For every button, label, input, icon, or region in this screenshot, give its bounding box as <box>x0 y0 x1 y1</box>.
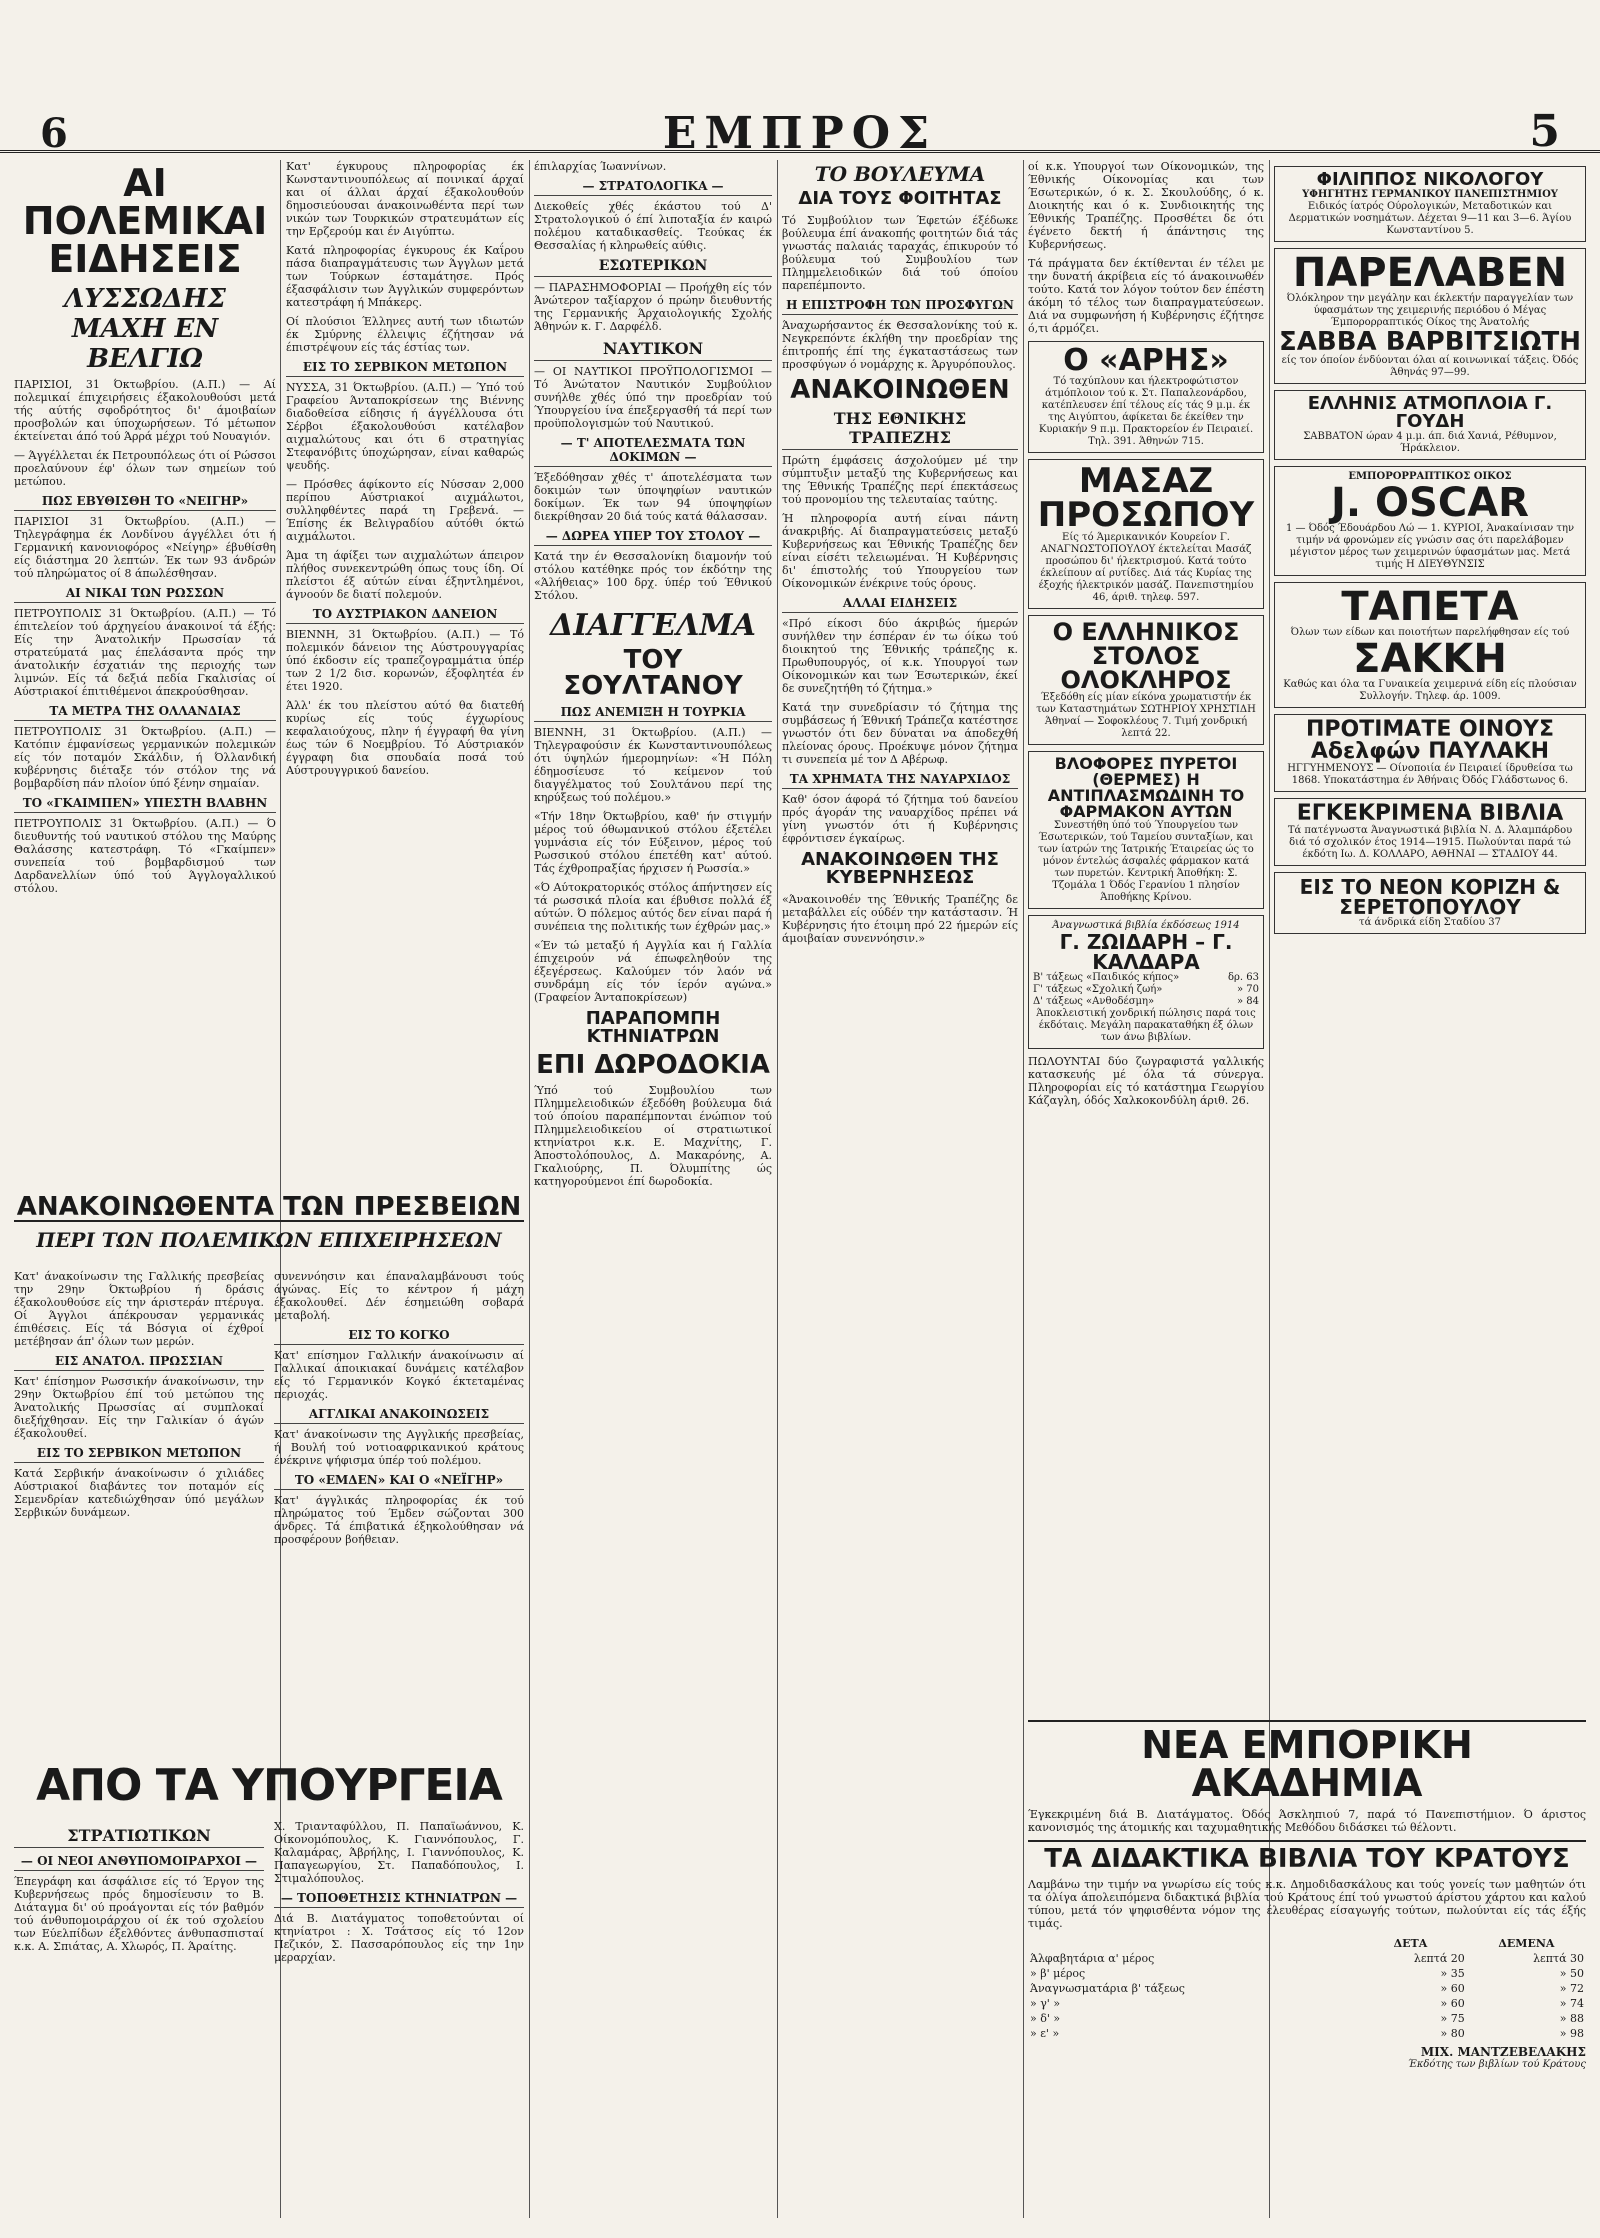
article-paragraph: «Ό Αύτοκρατορικός στόλος άπήντησεν είς τά ρωσσικά πλοία και έβυθισε πολλά έξ αύτών. Ό πόλεμος αύτός δεν είναι παρά ή συνέπεια της πολιτικής των έχθρών μας.» <box>534 881 772 933</box>
ad-shipping <box>1274 390 1586 460</box>
article-paragraph: Κατά πληροφορίας έγκυρους έκ Καΐρου πάσα διαπραγμάτευσις των Άγγλων μετά των Τούρκων έσταμάτησε. Πρός έξασφάλισιν των Άγγλικών συμφερόντων κατεστράφη ή Μπάκερς. <box>286 244 524 309</box>
ad-title: ΕΓΚΕΚΡΙΜΕΝΑ ΒΙΒΛΙΑ <box>1296 801 1564 826</box>
price-table-body <box>1028 1951 1586 2041</box>
ad-title: Ο «ΑΡΗΣ» <box>1063 343 1229 378</box>
table-cell-plain: » 75 <box>1440 2012 1465 2025</box>
section-heading: — ΤΟΠΟΘΕΤΗΣΙΣ ΚΤΗΝΙΑΤΡΩΝ — <box>274 1891 524 1908</box>
article-paragraph: ΝΥΣΣΑ, 31 Όκτωβρίου. (Α.Π.) — Ύπό τού Γραφείου Άνταποκρίσεων της Βιέννης διαδοθείσα είδησις ή άγγέλλουσα ότι Σέρβοι έξακολουθούσι κατέλαβον αιχμαλώτους και ότι 6 στρατηγίας Στεφανόβιτς ύποχώρησαν, είναι καθαρώς ψευδής. <box>286 381 524 472</box>
section-heading: ΣΤΡΑΤΙΩΤΙΚΩΝ <box>14 1826 264 1848</box>
ad-text: Όλόκληρον την μεγάλην και έκλεκτήν παραγγελίαν των ύφασμάτων της χειμερινής περιόδου ό Μέγας Έμπορορραπτικός Οίκος της Άνατολής <box>1286 293 1574 328</box>
article-paragraph: — Πρόσθες άφίκοντο είς Νύσσαν 2,000 περίπου Αύστριακοί αιχμάλωτοι, συλληφθέντες παρά τη Γρεβενά. — Έπίσης έκ Βελιγραδίου αύτόθι όκτώ αιχμάλωτοι. <box>286 478 524 543</box>
section-subheading: — ΟΙ ΝΕΟΙ ΑΝΘΥΠΟΜΟΙΡΑΡΧΟΙ — <box>14 1854 264 1871</box>
ad-text: Άποκλειστική χονδρική πώλησις παρά τοις έκδόταις. Μεγάλη παρακαταθήκη έξ όλων των άνω βιβλίων. <box>1036 1008 1256 1043</box>
article-paragraph: ΠΩΛΟΥΝΤΑΙ δύο ζωγραφιστά γαλλικής κατασκευής μέ όλα τά σύνεργα. Πληροφορίαι είς τό κατάστημα Γεωργίου Κάζαγλη, όδός Χαλκοκονδύλη άριθ. 26. <box>1028 1055 1264 1107</box>
ad-fever-medicine <box>1028 751 1264 909</box>
article-paragraph: Διά Β. Διατάγματος τοποθετούνται οί κτηνίατροι : Χ. Τσάτσος είς τό 12ον Πεζικόν, Σ. Πασσαρόπουλος είς την 1ην μεραρχίαν. <box>274 1912 524 1964</box>
article-paragraph: Ύπό τού Συμβουλίου των Πλημμελειοδικών έξεδόθη βούλευμα διά τού όποίου παραπέμπονται ένώπιον τού Πλημμελειοδικείου οί στρατιωτικοί κτηνίατροι κ.κ. Ε. Μαχνίτης, Γ. Άποστολόπουλος, Δ. Μακαρόνης, Α. Γκαλιούρης, Π. Όλυμπίτης ώς κατηγορούμενοι έπί δωροδοκία. <box>534 1084 772 1188</box>
ministries-col-a <box>14 1820 264 1959</box>
article-paragraph: Άναχωρήσαντος έκ Θεσσαλονίκης τού κ. Νεγκρεπόντε έκλήθη την προεδρίαν της έπιτροπής έπί της έγκαταστάσεως των προσφύγων ό νομάρχης κ. Άργυρόπουλος. <box>782 319 1018 371</box>
ad-text: Τό ταχύπλουν και ήλεκτροφώτιστον άτμόπλοιον τού κ. Στ. Παπαλεονάρδου, κατέπλευσεν έπί τέλους είς τάς 9 μ.μ. έκ της Αιγύπτου, άφίκεται δε έκείθεν την Κυριακήν 9 π.μ. Πρακτορείον έν Πειραιεί. Τηλ. 391. Άθηνών 715. <box>1038 376 1254 447</box>
book-price-table <box>1028 1936 1586 2041</box>
section-heading: ΑΛΛΑΙ ΕΙΔΗΣΕΙΣ <box>782 596 1018 613</box>
headline-embassies: ΑΝΑΚΟΙΝΩΘΕΝΤΑ ΤΩΝ ΠΡΕΣΒΕΙΩΝ <box>14 1194 524 1222</box>
article-paragraph: Κατά την έν Θεσσαλονίκη διαμονήν τού στόλου κατέθηκε πρός τον έκδότην της «Άλήθειας» 100 δρχ. ύπέρ τού Έθνικού Στόλου. <box>534 550 772 602</box>
book-label: Β' τάξεως «Παιδικός κήπος» <box>1033 972 1180 983</box>
headline-commercial-academy: ΝΕΑ ΕΜΠΟΡΙΚΗ ΑΚΑΔΗΜΙΑ <box>1141 1723 1473 1805</box>
section-heading: ΤΟ ΑΥΣΤΡΙΑΚΟΝ ΔΑΝΕΙΟΝ <box>286 607 524 624</box>
headline-government-announcement: ΑΝΑΚΟΙΝΩΘΕΝ ΤΗΣ ΚΥΒΕΡΝΗΣΕΩΣ <box>801 849 999 888</box>
paper-name: ΕΜΠΡΟΣ <box>662 108 938 159</box>
book-list-item <box>1033 972 1259 984</box>
article-paragraph: ΠΕΤΡΟΥΠΟΛΙΣ 31 Όκτωβρίου. (Α.Π.) — Τό έπιτελείον τού άρχηγείου άνακοινοί τά έξής: Είς την Άνατολικήν Πρωσσίαν τά στρατεύματά μας έπελάσαντα πρός την άνατολικήν έσχατιάν της περιοχής των λιμνών. Είς τά δεξιά πεδία Γκαλισίας οί Αύστριακοί έπιτιθέμενοι άπεκρούσθησαν. <box>14 607 276 698</box>
table-row <box>1028 2011 1586 2026</box>
book-list-item <box>1033 984 1259 996</box>
ad-wines <box>1274 714 1586 792</box>
article-paragraph: ΒΙΕΝΝΗ, 31 Όκτωβρίου. (Α.Π.) — Τό πολεμικόν δάνειον της Αύστρουγγαρίας ύπό έκδοσιν είς τραπεζογραμμάτια ύπέρ των 2 1/2 δισ. κορωνών, έξοφλητέα έν έτει 1920. <box>286 628 524 693</box>
table-cell-plain: » 60 <box>1440 1982 1465 1995</box>
section-heading: ΕΙΣ ΤΟ ΚΟΓΚΟ <box>274 1328 524 1345</box>
ad-face-massage <box>1028 459 1264 609</box>
section-heading: ΕΣΩΤΕΡΙΚΩΝ <box>534 258 772 277</box>
ad-text: Έξεδόθη είς μίαν είκόνα χρωματιστήν έκ των Καταστημάτων ΣΩΤΗΡΙΟΥ ΧΡΗΣΤΙΔΗ Άθηναί — Σοφοκλέους 7. Τιμή χονδρική λεπτά 22. <box>1036 692 1256 739</box>
column-domestic <box>534 160 772 2218</box>
headline-resolution: ΤΟ ΒΟΥΛΕΥΜΑ <box>814 162 986 186</box>
article-paragraph: Άμα τη άφίξει των αιχμαλώτων άπειρον πλήθος συνεκεντρώθη όπως τους ίδη. Οί πλείστοι έξ αύτών είναι έξηντλημένοι, άγνοούν δε διατί πολεμούν. <box>286 549 524 601</box>
section-heading: — ΣΤΡΑΤΟΛΟΓΙΚΑ — <box>534 179 772 196</box>
price-table-column-header: ΔΕΜΕΝΑ <box>1498 1937 1555 1950</box>
article-paragraph: Κατ' άγγλικάς πληροφορίας έκ τού πληρώματος τού Έμδεν σώζονται 300 άνδρες. Τά έπιβατικά έξηκολούθησαν νά προσφέρουν βοήθειαν. <box>274 1494 524 1546</box>
table-cell-book: Άλφαβητάρια α' μέρος <box>1030 1952 1155 1965</box>
headline-bribery: ΕΠΙ ΔΩΡΟΔΟΚΙΑ <box>536 1050 770 1080</box>
column-war-news-2 <box>286 160 524 1178</box>
table-cell-book: » ε' » <box>1030 2027 1060 2040</box>
book-list-item <box>1033 996 1259 1008</box>
ad-subtitle: ΥΦΗΓΗΤΗΣ ΓΕΡΜΑΝΙΚΟΥ ΠΑΝΕΠΙΣΤΗΜΙΟΥ <box>1302 189 1558 200</box>
article-paragraph: Διεκοθείς χθές έκάστου τού Δ' Στρατολογικού ό έπί λιπoταξία έν καιρώ πολέμου καταδικασθείς. Τεούκας έκ Θεσσαλίας ή κληρωθείς αύθις. <box>534 200 772 252</box>
section-heading: ΝΑΥΤΙΚΟΝ <box>534 339 772 361</box>
price-table-column-header: ΔΕΤΑ <box>1393 1937 1428 1950</box>
page-number-left: 6 <box>40 110 68 157</box>
article-paragraph: Οί πλούσιοι Έλληνες αυτή των ιδιωτών έκ Σμύρνης έλλειψις έζήτησαν νά έπιστρέψουν είς τάς έστίας των. <box>286 315 524 354</box>
section-heading: ΑΙ ΝΙΚΑΙ ΤΩΝ ΡΩΣΣΩΝ <box>14 586 276 603</box>
article-paragraph: Τά πράγματα δεν έκτίθενται έν τέλει με την δυνατή άκρίβεια είς τό άνακοινωθέν τούτο. Κατά τον λόγον τούτον δεν έπέστη άκόμη τό τέλος των διαπραγματεύσεων. Διά να συμφωνήση ή Κυβέρνησις έζήτησε ό,τι άρμόζει. <box>1028 257 1264 335</box>
article-paragraph: Κατά την συνεδρίασιν τό ζήτημα της συμβάσεως ή Έθνική Τράπεζα κατέστησε γνωστόν ότι δεν δύναται να άποδεχθή πλείονας όρους. Προέκυψε μόνον ζήτημα τι συνεπεία μέ τον Δ Αβέρωφ. <box>782 701 1018 766</box>
section-heading: ΑΓΓΛΙΚΑΙ ΑΝΑΚΟΙΝΩΣΕΙΣ <box>274 1407 524 1424</box>
article-paragraph: ΠΕΤΡΟΥΠΟΛΙΣ 31 Όκτωβρίου. (Α.Π.) — Ό διευθυντής τού ναυτικού στόλου της Μαύρης Θαλάσσης κατεστράφη. Τό «Γκαίμπεν» συνεπεία τού βομβαρδισμού των Δαρδανελλίων ύπό τού Άγγλογαλλικού στόλου. <box>14 817 276 895</box>
article-paragraph: συνεννόησιν και έπαναλαμβάνουσι τούς άγώνας. Είς το κέντρον ή μάχη έξακολουθεί. Δέν έσημειώθη σοβαρά μεταβολή. <box>274 1270 524 1322</box>
table-cell-book: Άναγνωσματάρια β' τάξεως <box>1030 1982 1185 1995</box>
ad-title: Γ. ΖΩΙΔΑΡΗ – Γ. ΚΑΛΔΑΡΑ <box>1059 930 1233 974</box>
page-number-right: 5 <box>1529 106 1560 157</box>
ad-text: ΗΓΓΥΗΜΕΝΟΥΣ — Οίνοποιία έν Πειραιεί ίδρυθείσα τω 1868. Υποκατάστημα έν Άθήναις Όδός Γλάδστωνος 6. <box>1287 763 1573 786</box>
ad-title: ΠΑΡΕΛΑΒΕΝ <box>1292 250 1568 296</box>
column-war-news <box>14 160 276 1178</box>
section-heading: ΤΟ «ΕΜΔΕΝ» ΚΑΙ Ο «ΝΕΪΓΗΡ» <box>274 1473 524 1490</box>
ad-text: Είς τό Άμερικανικόν Κουρείον Γ. ΑΝΑΓΝΩΣΤΟΠΟΥΛΟΥ έκτελείται Μασάζ προσώπου δι' ήλεκτρισμού. Κατά τούτο έκλείπουν αί ρυτίδες. Διά τάς Κυρίας της έξοχής ήλεκτρικόν μασάζ. Πανεπιστημίου 46, άριθ. τηλεφ. 597. <box>1038 532 1254 603</box>
ad-title: ΕΙΣ ΤΟ ΝΕΟΝ ΚΟΡΙΖΗ & ΣΕΡΕΤΟΠΟΥΛΟΥ <box>1299 875 1561 919</box>
headline-students: ΔΙΑ ΤΟΥΣ ΦΟΙΤΗΤΑΣ <box>798 188 1002 209</box>
book-price: » 84 <box>1236 996 1259 1007</box>
dek-belgium: ΛΥΣΣΩΔΗΣ ΜΑΧΗ ΕΝ ΒΕΛΓΙΩ <box>64 284 226 374</box>
ad-text: Συνεστήθη ύπό τού Ύπουργείου των Έσωτερικών, τού Ταμείου συνταξίων, και των ίατρών της Ίατρικής Έταιρείας ώς το μόνον έντελώς άσφαλές φάρμακον κατά των πυρετών. Κεντρική Άποθήκη: Σ. Τζομάλα 1 Όδός Γερανίου 1 πλησίον Άποθήκης Κρίνου. <box>1038 820 1254 903</box>
ad-approved-books <box>1274 798 1586 866</box>
article-paragraph: Καθ' όσον άφορά τό ζήτημα τού δανείου πρός άγοράν της ναυαρχίδος πρέπει νά γίνη γνωστόν ότι ή Κυβέρνησις έφρόντισεν έγκαίρως. <box>782 793 1018 845</box>
section-heading: ΤΑ ΜΕΤΡΑ ΤΗΣ ΟΛΛΑΝΔΙΑΣ <box>14 704 276 721</box>
signature-subtitle: Έκδότης των βιβλίων τού Κράτους <box>1407 2059 1586 2070</box>
dek-operations: ΠΕΡΙ ΤΩΝ ΠΟΛΕΜΙΚΩΝ ΕΠΙΧΕΙΡΗΣΕΩΝ <box>36 1228 502 1252</box>
article-paragraph: Χ. Τριανταφύλλου, Π. Παπαϊωάννου, Κ. Οίκονομόπουλος, Κ. Γιαννόπουλος, Γ. Καλαμάρας, Άβρήλης, Ι. Γιαννόπουλος, Κ. Παπαγεωργίου, Στ. Παπαδόπουλος, Ι. Στιμαλόπουλος. <box>274 1820 524 1885</box>
ad-title: ΒΛΟΦΟΡΕΣ ΠΥΡΕΤΟΙ (ΘΕΡΜΕΣ) Η ΑΝΤΙΠΛΑΣΜΩΔΙΝΗ ΤΟ ΦΑΡΜΑΚΟΝ ΑΥΤΩΝ <box>1047 754 1245 821</box>
table-cell-bound: » 50 <box>1559 1967 1584 1980</box>
column-rule <box>529 160 530 2218</box>
book-price: » 70 <box>1236 984 1259 995</box>
ad-title: ΦΙΛΙΠΠΟΣ ΝΙΚΟΛΟΓΟΥ <box>1316 169 1544 190</box>
ad-brand: ΣΑΒΒΑ ΒΑΡΒΙΤΣΙΩΤΗ <box>1279 327 1581 357</box>
table-cell-book: » β' μέρος <box>1030 1967 1086 1980</box>
book-price: δρ. 63 <box>1228 972 1259 983</box>
table-row <box>1028 1981 1586 1996</box>
headline-ministries: ΑΠΟ ΤΑ ΥΠΟΥΡΓΕΙΑ <box>36 1760 502 1811</box>
ministries-col-b <box>274 1820 524 1970</box>
section-heading: ΕΙΣ ΑΝΑΤΟΛ. ΠΡΩΣΣΙΑΝ <box>14 1354 264 1371</box>
table-cell-bound: » 88 <box>1559 2012 1584 2025</box>
ad-title: Ο ΕΛΛΗΝΙΚΟΣ ΣΤΟΛΟΣ ΟΛΟΚΛΗΡΟΣ <box>1052 618 1240 694</box>
column-bank <box>782 160 1018 2218</box>
signature: ΜΙΧ. ΜΑΝΤΖΕΒΕΛΑΚΗΣ <box>1420 2045 1586 2059</box>
book-label: Δ' τάξεως «Ανθοδέσμη» <box>1033 996 1155 1007</box>
article-paragraph: ΠΑΡΙΣΙΟΙ 31 Όκτωβρίου. (Α.Π.) — Τηλεγράφημα έκ Λονδίνου άγγέλλει ότι ή Γερμανική κανονιοφόρος «Νείγηρ» έβυθίσθη είς διάστημα 20 λεπτών. Έκ των 93 άνδρών τού πληρώματος οί 8 άπωλέσθησαν. <box>14 515 276 580</box>
table-row <box>1028 2026 1586 2041</box>
article-paragraph: ΠΕΤΡΟΥΠΟΛΙΣ 31 Όκτωβρίου. (Α.Π.) — Κατόπιν έμφανίσεως γερμανικών πολεμικών είς τόν ποταμόν Σκάλδιν, ή Όλλανδική κυβέρνησις διέταξε τόν στόλον της νά βομβαρδίση πάν πλοίον ύπό ξένην σημαίαν. <box>14 725 276 790</box>
article-paragraph: — ΟΙ ΝΑΥΤΙΚΟΙ ΠΡΟΫΠΟΛΟΓΙΣΜΟΙ — Τό Άνώτατον Ναυτικόν Συμβούλιον συνήλθε χθές ύπό την προεδρίαν τού Ύπουργείου ίνα έπεξεργασθή τά περί των προϋπολογισμών τού Ναυτικού. <box>534 365 772 430</box>
ad-oscar <box>1274 466 1586 576</box>
section-heading: — ΔΩΡΕΑ ΥΠΕΡ ΤΟΥ ΣΤΟΛΟΥ — <box>534 529 772 546</box>
headline-state-books: ΤΑ ΔΙΔΑΚΤΙΚΑ ΒΙΒΛΙΑ ΤΟΥ ΚΡΑΤΟΥΣ <box>1028 1840 1586 1872</box>
ad-brand: ΣΑΚΚΗ <box>1353 636 1507 682</box>
table-cell-bound: » 98 <box>1559 2027 1584 2040</box>
ad-title: J. OSCAR <box>1331 480 1529 526</box>
article-paragraph: Έξεδόθησαν χθές τ' άποτελέσματα των δοκιμών των ύποψηφίων ναυτικών δοκίμων. Έκ των 94 ύποψηφίων διεκρίθησαν 20 διά τούς κατά θάλασσαν. <box>534 471 772 523</box>
article-paragraph: Έγκεκριμένη διά Β. Διατάγματος. Όδός Άσκληπιού 7, παρά τό Πανεπιστήμιον. Ό άριστος κανονισμός της άτομικής και ταχυμαθητικής Μεθόδου διδάσκει τώ θέλοντι. <box>1028 1808 1586 1834</box>
headline-veterinarians: ΠΑΡΑΠΟΜΠΗ ΚΤΗΝΙΑΤΡΩΝ <box>585 1008 721 1047</box>
column-ads-right <box>1274 160 1586 1718</box>
ad-text: Ειδικός ίατρός Ούρολογικών, Μεταδοτικών και Δερματικών νοσημάτων. Δέχεται 9—11 και 3—6. Άγίου Κωνσταντίνου 5. <box>1288 201 1572 236</box>
ad-title: ΕΛΛΗΝΙΣ ΑΤΜΟΠΛΟΙΑ Γ. ΓΟΥΔΗ <box>1307 393 1553 432</box>
headline-announcement: ΑΝΑΚΟΙΝΩΘΕΝ <box>790 375 1010 405</box>
embassy-communiques <box>14 1190 524 1750</box>
table-cell-bound: λεπτά 30 <box>1533 1952 1584 1965</box>
price-table-column-header <box>1028 1936 1354 1951</box>
table-row <box>1028 1951 1586 1966</box>
section-heading: ΤΗΣ ΕΘΝΙΚΗΣ ΤΡΑΠΕΖΗΣ <box>782 409 1018 450</box>
section-heading: ΕΙΣ ΤΟ ΣΕΡΒΙΚΟΝ ΜΕΤΩΠΟΝ <box>14 1446 264 1463</box>
article-paragraph: Κατ' επίσημον Γαλλικήν άνακοίνωσιν αί Γαλλικαί άποικιακαί δυνάμεις κατέλαβον είς τό Γερμανικόν Κογκό έκτεταμένας περιοχάς. <box>274 1349 524 1401</box>
table-cell-bound: » 74 <box>1559 1997 1584 2010</box>
table-row <box>1028 1996 1586 2011</box>
price-table-header <box>1028 1936 1586 1951</box>
masthead <box>0 0 1600 159</box>
ad-text: Καθώς και όλα τα Γυναικεία χειμερινά είδη είς πλούσιαν Συλλογήν. Τηλεφ. άρ. 1009. <box>1283 679 1577 702</box>
ad-title: ΠΡΟΤΙΜΑΤΕ ΟΙΝΟΥΣ Αδελφών ΠΑΥΛΑΚΗ <box>1305 717 1554 764</box>
article-paragraph: «Άνακοινοθέν της Έθνικής Τραπέζης δε μεταβάλλει είς ούδέν την κατάστασιν. Ή Κυβέρνησις ήτο έτοιμη πρό 22 ήμερών είς άμοιβαίαν συνεννόησιν.» <box>782 893 1018 945</box>
ad-text: Τά πατέγνωστα Άναγνωστικά βιβλία Ν. Δ. Άλαμπάρδου διά τό σχολικόν έτος 1914—1915. Πωλούνται παρά τώ έκδότη Ιω. Δ. ΚΟΛΛΑΡΟ, ΑΘΗΝΑΙ — ΣΤΑΔΙΟΥ 44. <box>1287 825 1573 860</box>
ad-intro: Άναγνωστικά βιβλία έκδόσεως 1914 <box>1052 920 1240 931</box>
ad-aris-ship <box>1028 341 1264 453</box>
article-paragraph: — Άγγέλλεται έκ Πετρουπόλεως ότι οί Ρώσσοι προελαύνουν έφ' όλων των σημείων τού μετώπου. <box>14 449 276 488</box>
article-paragraph: Τό Συμβούλιον των Έφετών έξέδωκε βούλευμα έπί άνακοπής φοιτητών διά τάς γνωστάς παλαιάς ταραχάς, έπικυρούν τό βούλευμα τού Συμβουλίου των Πλημμελειοδικών διά τού όποίου παρεπέμποντο. <box>782 214 1018 292</box>
headline-sultan-decree: ΔΙΑΓΓΕΛΜΑ <box>550 608 756 643</box>
article-paragraph: ΠΑΡΙΣΙΟΙ, 31 Όκτωβρίου. (Α.Π.) — Αί πολεμικαί έπιχειρήσεις έξακολουθούσι μετά τής αύτής σφοδρότητος δι' άμοιβαίων προσβολών και ύποχωρήσεων. Τό μέτωπον έκτείνεται άπό τού Άρρά μέχρι τού Νουαγιόν. <box>14 378 276 443</box>
ad-text: 1 — Όδός Έδουάρδου Λώ — 1. ΚΥΡΙΟΙ, Άνακαίνισαν την τιμήν νά φρονώμεν είς γνώσιν σας ότι παρελάβομεν μέγιστον μέρος των χειμερινών ύφασμάτων μας. Μετά τιμής Η ΔΙΕΥΘΥΝΣΙΣ <box>1285 523 1575 570</box>
section-heading: — Τ' ΑΠΟΤΕΛΕΣΜΑΤΑ ΤΩΝ ΔΟΚΙΜΩΝ — <box>534 436 772 467</box>
ad-text: τά άνδρικά είδη Σταδίου 37 <box>1359 917 1501 928</box>
column-rule <box>777 160 778 2218</box>
section-heading: ΠΩΣ ΑΝΕΜΙΞΗ Η ΤΟΥΡΚΙΑ <box>534 705 772 722</box>
table-cell-bound: » 72 <box>1559 1982 1584 1995</box>
ad-text: Όλων των είδων και ποιοτήτων παρελήφθησαν είς τού <box>1290 627 1570 638</box>
article-paragraph: «Πρό είκοσι δύο άκριβώς ήμερών συνήλθεν την έσπέραν έν τω όίκω τού διοικητού της Έθνικής τράπεζης κ. Πρωθυπουργός, οί κ.κ. Υπουργοί των Οίκονομικών και των Έσωτερικών, έκεί δε συνεζητήθη τό ζήτημα.» <box>782 617 1018 695</box>
embassy-col-b <box>274 1270 524 1552</box>
headline-sultan: ΤΟΥ ΣΟΥΛΤΑΝΟΥ <box>563 645 743 701</box>
ad-title: ΤΑΠΕΤΑ <box>1341 584 1519 630</box>
table-cell-plain: » 60 <box>1440 1997 1465 2010</box>
article-paragraph: Πρώτη έμφάσεις άσχολούμεν μέ την σύμπτυξιν μεταξύ της Κυβερνήσεως και της Έθνικής Τραπέζης περί έπεκτάσεως τού προνομίου της τελευταίας ταύτης. <box>782 454 1018 506</box>
section-heading: Η ΕΠΙΣΤΡΟΦΗ ΤΩΝ ΠΡΟΣΦΥΓΩΝ <box>782 298 1018 315</box>
headline-war-news: ΑΙ ΠΟΛΕΜΙΚΑΙ ΕΙΔΗΣΕΙΣ <box>22 161 268 281</box>
article-paragraph: — ΠΑΡΑΣΗΜΟΦΟΡΙΑΙ — Προήχθη είς τόν Άνώτερον ταξίαρχον ό πρώην διευθυντής της Γερμανικής Άρχαιολογικής Σχολής Άθηνών κ. Γ. Δαρφέλδ. <box>534 281 772 333</box>
article-paragraph: οί κ.κ. Υπουργοί των Οίκονομικών, της Έθνικής Οίκονομίας και των Έσωτερικών, ό κ. Σ. Σκουλούδης, ό κ. Διοικητής και ό κ. Συνδιοικητής της Έθνικής Τραπέζης. Προσθέτει δε ότι έγένετο δεκτή ή άπάντησις της Κυβερνήσεως. <box>1028 160 1264 251</box>
article-paragraph: Λαμβάνω την τιμήν να γνωρίσω είς τούς κ.κ. Δημοδιδασκάλους και τούς γονείς των μαθητών ότι τα όλίγα άπολειπόμενα διδακτικά βιβλία τού Κράτους έπί τού γνωστού άρίστου χάρτου και καλού τύπου, μετά τόν ψηφισθέντα νόμον της έλευθέρας είσαγωγής τούτων, πωλούνται είς τάς έξής τιμάς. <box>1028 1878 1586 1930</box>
article-paragraph: Κατ' άνακοίνωσιν της Γαλλικής πρεσβείας την 29ην Όκτωβρίου ή δράσις έξακολουθούσε είς την άριστεράν πτέρυγα. Οί Άγγλοι άπέκρουσαν γερμανικάς έπιθέσεις. Είς τά Βόσγια οί έχθροί μετέβησαν άπ' όλων των μερών. <box>14 1270 264 1348</box>
ad-text: είς τον όποίον ένδύονται όλαι αί κοινωνικαί τάξεις. Όδός Άθηνάς 97—99. <box>1281 355 1579 378</box>
ad-text: ΣΑΒΒΑΤΟΝ ώραν 4 μ.μ. άπ. διά Χανιά, Ρέθυμνον, Ήράκλειον. <box>1303 431 1557 454</box>
ad-title: ΜΑΣΑΖ ΠΡΟΣΩΠΟΥ <box>1037 461 1255 535</box>
article-paragraph: Άλλ' έκ του πλείστου αύτό θα διατεθή κυρίως είς τούς έγχωρίους κεφαλαιούχους, πλην ή έγγραφή θα γίνη έως τών 6 Νοεμβρίου. Τό Αύστριακόν έγγραφη δια σπουδαία ποσά τού Αύστρουγγρικού δανείου. <box>286 699 524 777</box>
article-paragraph: Έπεγράφη και άσφάλισε είς τό Έργον της Κυβερνήσεως πρός δημοσίευσιν το Β. Διάταγμα δι' ού προάγονται είς τόν βαθμόν τού άνθυπομοιράρχου οί έκ τού σχολείου των Εύελπίδων έξελθόντες άνθυπασπισταί κ.κ. Α. Σπιάτας, Α. Χλωρός, Π. Άραίτης. <box>14 1875 264 1953</box>
ad-heading: ΕΜΠΟΡΟΡΡΑΠΤΙΚΟΣ ΟΙΚΟΣ <box>1348 471 1512 482</box>
section-heading: ΠΩΣ ΕΒΥΘΙΣΘΗ ΤΟ «ΝΕΙΓΗΡ» <box>14 494 276 511</box>
ad-clothing-store <box>1274 872 1586 934</box>
from-ministries <box>14 1760 524 2210</box>
column-rule <box>1023 160 1024 2218</box>
ad-tailor <box>1274 248 1586 384</box>
table-cell-plain: » 35 <box>1440 1967 1465 1980</box>
table-cell-book: » γ' » <box>1030 1997 1061 2010</box>
academy-and-books <box>1028 1720 1586 2222</box>
table-row <box>1028 1966 1586 1981</box>
article-paragraph: «Έν τώ μεταξύ ή Αγγλία και ή Γαλλία έπιχειρούν νά έπωφεληθούν της έξεγέρσεως. Καλούμεν τόν λαόν νά συνδράμη είς τόν ίερόν αγώνα.» (Γραφείον Άνταποκρίσεων) <box>534 939 772 1004</box>
table-cell-book: » δ' » <box>1030 2012 1061 2025</box>
article-paragraph: ΒΙΕΝΝΗ, 31 Όκτωβρίου. (Α.Π.) — Τηλεγραφούσιν έκ Κωνσταντινουπόλεως ότι ύψηλών ήμερομηνίων: «Ή Πόλη έδημοσίευσε τό κείμενον τού διαγγέλματος τού Σουλτάνου περί της κηρύξεως τού πολέμου.» <box>534 726 772 804</box>
table-cell-plain: » 80 <box>1440 2027 1465 2040</box>
article-paragraph: Κατά Σερβικήν άνακοίνωσιν ό χιλιάδες Αύστριακοί διαβάντες τον ποταμόν είς Σεμενδρίαν κατεδιώχθησαν ύπό μεγάλων Σερβικών δυνάμεων. <box>14 1467 264 1519</box>
article-paragraph: Ή πληροφορία αυτή είναι πάντη άνακριβής. Αί διαπραγματεύσεις μεταξύ Κυβερνήσεως και Έθνικής Τραπέζης δεν είναι είσέτι τελειωμέναι. Ή Κυβέρνησις δι' έπιστολής τού Υπουργείου των Οίκονομικών ένέκρινε τούς όρους. <box>782 512 1018 590</box>
article-paragraph: «Τήν 18ην Όκτωβρίου, καθ' ήν στιγμήν μέρος τού όθωμανικού στόλου έξετέλει γυμνάσια είς τόν Εύξεινον, μέρος τού Ρωσσικού στόλου έπετέθη κατ' αύτού. Τάς έχθροπραξίας ήρχισεν ή Ρωσσία.» <box>534 810 772 875</box>
book-label: Γ' τάξεως «Σχολική ζωή» <box>1033 984 1163 995</box>
ad-doctor <box>1274 166 1586 242</box>
book-price-list <box>1033 972 1259 1008</box>
ad-reading-books <box>1028 915 1264 1049</box>
article-paragraph: Κατ' άνακοίνωσιν της Αγγλικής πρεσβείας, ή Βουλή τού νοτιοαφρικανικού κράτους ένέκρινε ψήφισμα ύπέρ τού πολέμου. <box>274 1428 524 1467</box>
section-heading: ΤΟ «ΓΚΑΙΜΠΕΝ» ΥΠΕΣΤΗ ΒΛΑΒΗΝ <box>14 796 276 813</box>
ad-wallpaper <box>1274 582 1586 708</box>
article-paragraph: Κατ' έπίσημον Ρωσσικήν άνακοίνωσιν, την 29ην Όκτωβρίου έπί τού μετώπου της Άνατολικής Πρωσσίας αί συμπλοκαί διεξήχθησαν. Είς την Γαλικίαν ό άγών έξακολουθεί. <box>14 1375 264 1440</box>
table-cell-plain: λεπτά 20 <box>1413 1952 1465 1965</box>
article-paragraph: Κατ' έγκυρους πληροφορίας έκ Κωνσταντινουπόλεως αί ποινικαί άρχαί και οί άλλαι άρχαί έξακολουθούν δημοσιεύουσαι άνακοινωθέντα περί των νικών των Τουρκικών στρατευμάτων είς την Ερζερούμ και έν Αιγύπτω. <box>286 160 524 238</box>
section-heading: ΤΑ ΧΡΗΜΑΤΑ ΤΗΣ ΝΑΥΑΡΧΙΔΟΣ <box>782 772 1018 789</box>
article-paragraph: έπιλαρχίας Ίωαννίνων. <box>534 160 667 173</box>
ad-greek-fleet <box>1028 615 1264 745</box>
embassy-col-a <box>14 1270 264 1525</box>
section-heading: ΕΙΣ ΤΟ ΣΕΡΒΙΚΟΝ ΜΕΤΩΠΟΝ <box>286 360 524 377</box>
